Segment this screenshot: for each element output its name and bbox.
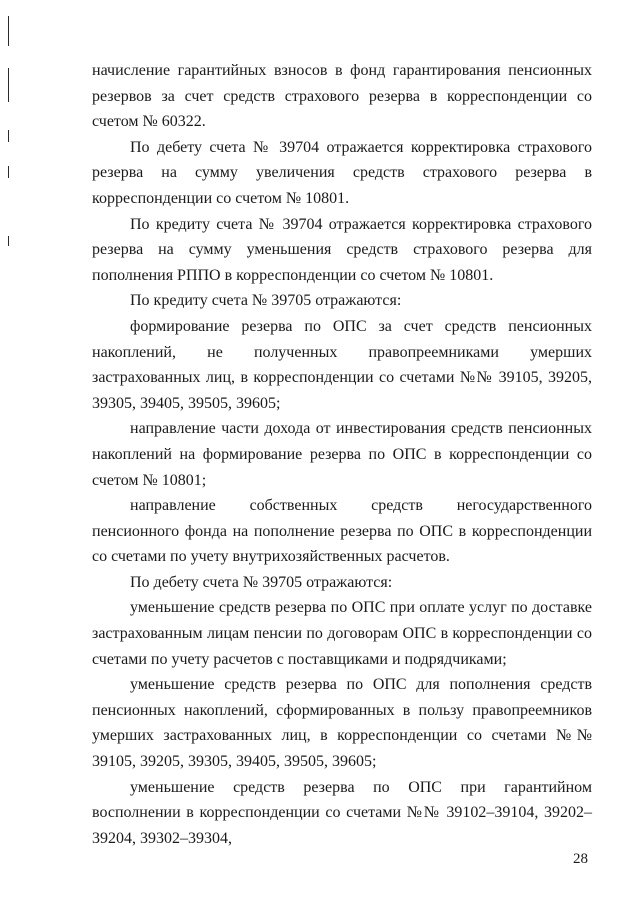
paragraph: уменьшение средств резерва по ОПС при гарантийном восполнении в корреспонденции со счетами №№ 39102–39104, 39202–39204, 39302–39304,	[92, 778, 592, 847]
document-body	[92, 58, 592, 851]
paragraph: направление собственных средств негосударственного пенсионного фонда на пополнение резерва по ОПС в корреспонденции со счетами по учету внутрихозяйственных расчетов.	[92, 497, 592, 566]
paragraph: направление части дохода от инвестирования средств пенсионных накоплений на формирование резерва по ОПС в корреспонденции со счетом № 10801;	[92, 420, 592, 489]
paragraph: По кредиту счета № 39705 отражаются:	[130, 292, 402, 310]
scan-edge-mark	[8, 16, 9, 46]
paragraph: уменьшение средств резерва по ОПС для пополнения средств пенсионных накоплений, сформированных в пользу правопреемников умерших застрахованных лиц, в корреспонденции со счетами №№ 39105, 39205, 39305, 39405, 39505, 39605;	[92, 676, 592, 771]
paragraph: начисление гарантийных взносов в фонд гарантирования пенсионных резервов за счет средств страхового резерва в корреспонденции со счетом № 60322.	[92, 62, 592, 131]
scan-edge-mark	[8, 68, 9, 102]
scan-edge-mark	[8, 130, 9, 142]
paragraph: По кредиту счета № 39704 отражается корректировка страхового резерва на сумму уменьшения средств страхового резерва для пополнения РППО в корреспонденции со счетом № 10801.	[92, 215, 592, 284]
paragraph: По дебету счета № 39704 отражается корректировка страхового резерва на сумму увеличения средств страхового резерва в корреспонденции со счетом № 10801.	[92, 138, 592, 207]
paragraph: По дебету счета № 39705 отражаются:	[130, 573, 393, 591]
page-number: 28	[573, 851, 588, 867]
paragraph: формирование резерва по ОПС за счет средств пенсионных накоплений, не полученных правопреемниками умерших застрахованных лиц, в корреспонденции со счетами №№ 39105, 39205, 39305, 39405, 39505, 39605;	[92, 317, 592, 412]
scan-edge-mark	[8, 166, 9, 178]
scan-edge-mark	[8, 236, 9, 246]
paragraph: уменьшение средств резерва по ОПС при оплате услуг по доставке застрахованным лицам пенсии по договорам ОПС в корреспонденции со счетами по учету расчетов с поставщиками и подрядчиками;	[92, 599, 592, 668]
